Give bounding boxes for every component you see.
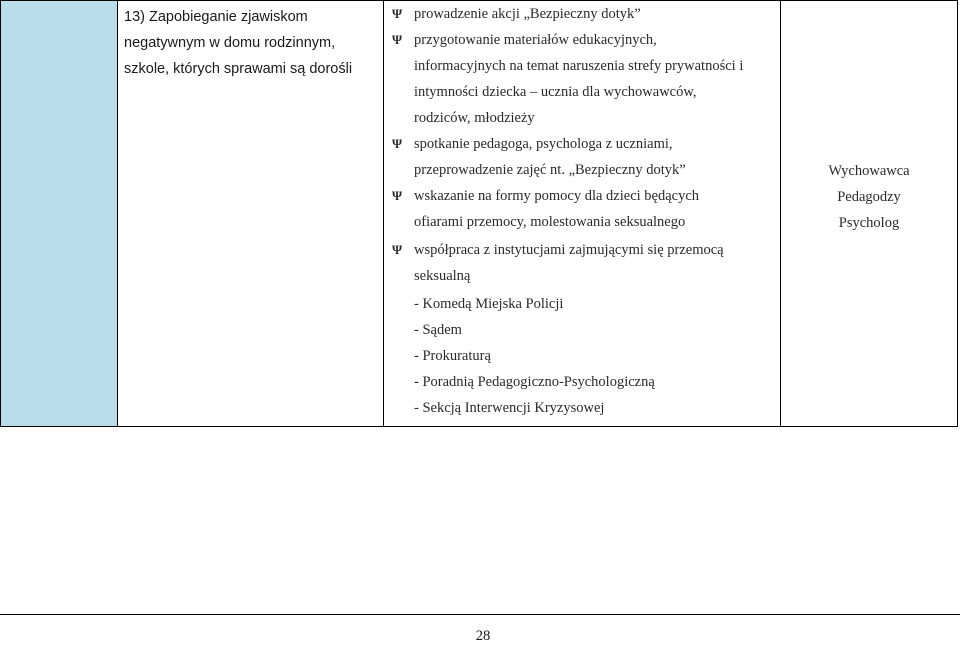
institution-item: - Sekcją Interwencji Kryzysowej [414,400,605,416]
action-item [392,131,673,157]
topic-line: negatywnym w domu rodzinnym, [124,35,336,51]
action-item [392,183,699,209]
institution-item: - Poradnią Pedagogiczno-Psychologiczną [414,374,655,390]
topic-line: 13) Zapobieganie zjawiskom [124,9,308,25]
action-text: wskazanie na formy pomocy dla dzieci będących [414,188,700,204]
topic-text [118,1,383,82]
action-text: seksualną [414,268,471,284]
action-text: przeprowadzenie zajęć nt. „Bezpieczny dotyk” [414,162,686,178]
topic-line: szkole, których sprawami są dorośli [124,61,353,77]
institution-item: - Prokuraturą [414,348,491,364]
institution-item: - Komedą Miejska Policji [414,296,564,312]
shaded-column [1,1,118,426]
responsible-cell [781,1,957,426]
responsible-person: Psycholog [838,215,900,231]
action-text: informacyjnych na temat naruszenia strefy prywatności i [414,58,744,74]
action-text: spotkanie pedagoga, psychologa z uczniami, [414,136,673,152]
page-number: 28 [475,628,491,644]
bullet-icon: Ψ [392,32,403,47]
bullet-icon: Ψ [392,136,403,151]
bullet-icon: Ψ [392,188,403,203]
actions-cell [384,1,781,426]
action-item [392,237,724,263]
responsible-person: Wychowawca [828,163,910,179]
action-item [392,1,641,27]
responsible-person: Pedagodzy [837,189,901,205]
action-text: przygotowanie materiałów edukacyjnych, [414,32,657,48]
action-text: rodziców, młodzieży [414,110,535,126]
action-text: prowadzenie akcji „Bezpieczny dotyk” [414,6,641,22]
topic-cell [118,1,384,426]
bullet-icon: Ψ [392,242,403,257]
action-text: współpraca z instytucjami zajmującymi się przemocą [414,242,724,258]
bullet-icon: Ψ [392,6,403,21]
footer-divider [0,614,960,615]
action-text: ofiarami przemocy, molestowania seksualnego [414,214,686,230]
action-item [392,27,657,53]
institution-item: - Sądem [414,322,462,338]
action-text: intymności dziecka – ucznia dla wychowawców, [414,84,697,100]
